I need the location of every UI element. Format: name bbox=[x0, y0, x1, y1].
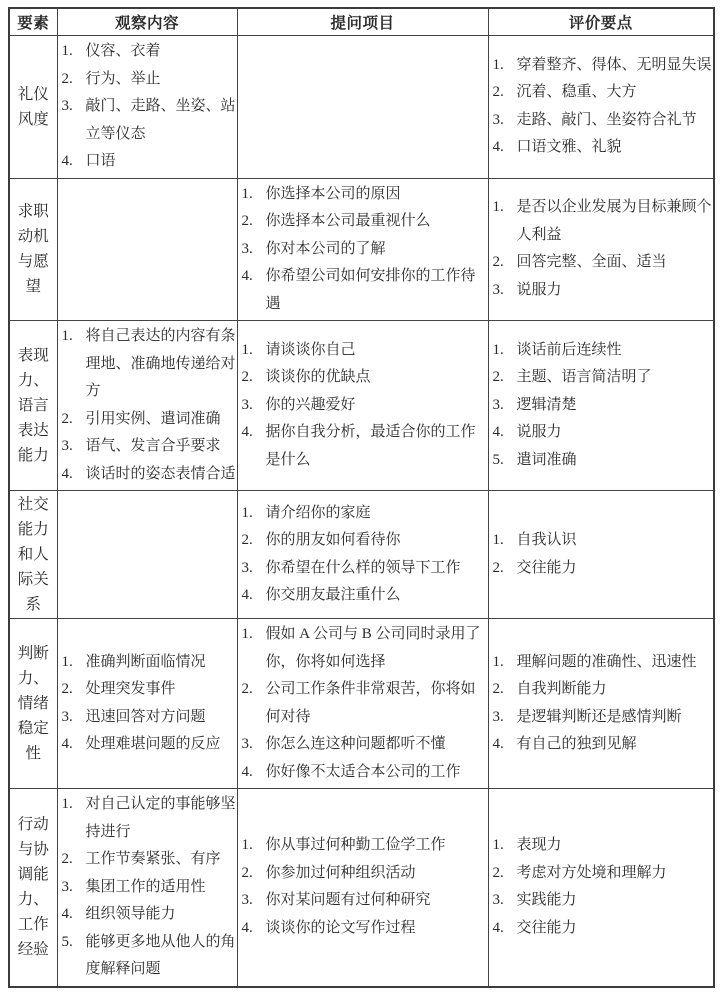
item-number: 4. bbox=[492, 139, 504, 156]
item-number: 1. bbox=[492, 653, 504, 670]
item-number: 2. bbox=[61, 70, 73, 87]
item-text: 行为、举止 bbox=[85, 70, 161, 87]
list-item bbox=[62, 38, 237, 66]
item-text: 考虑对方处境和理解力 bbox=[516, 864, 667, 881]
table-row bbox=[9, 178, 714, 321]
list-item bbox=[62, 874, 237, 902]
item-number: 4. bbox=[61, 153, 73, 169]
item-text: 将自己表达的内容有条理地、准确地传递给对方 bbox=[85, 328, 236, 399]
item-text: 谈谈你的优缺点 bbox=[265, 369, 371, 386]
element-cell: 求职动机与愿望 bbox=[9, 178, 57, 321]
list-item bbox=[242, 337, 488, 365]
item-text: 能够更多地从他人的角度解释问题 bbox=[85, 933, 236, 977]
list-item bbox=[493, 392, 714, 420]
list-item bbox=[493, 887, 714, 915]
element-cell: 表现力、语言表达能力 bbox=[9, 321, 57, 491]
item-text: 遣词准确 bbox=[516, 451, 577, 468]
item-text: 口语文雅、礼貌 bbox=[516, 139, 622, 156]
item-text: 谈话前后连续性 bbox=[516, 341, 622, 358]
list-item bbox=[242, 582, 488, 610]
questions-cell bbox=[237, 178, 488, 321]
list-item bbox=[493, 676, 714, 704]
item-number: 1. bbox=[61, 328, 73, 344]
item-text: 你从事过何种勤工俭学工作 bbox=[265, 837, 446, 854]
interview-evaluation-table bbox=[8, 7, 715, 988]
item-number: 3. bbox=[61, 708, 73, 725]
item-number: 4. bbox=[61, 736, 73, 752]
item-number: 1. bbox=[61, 653, 73, 670]
item-text: 你对本公司的了解 bbox=[265, 240, 386, 257]
observation-cell bbox=[57, 491, 237, 619]
list-item bbox=[62, 461, 237, 489]
item-number: 4. bbox=[492, 736, 504, 752]
item-text: 穿着整齐、得体、无明显失误 bbox=[516, 56, 712, 73]
item-number: 2. bbox=[61, 851, 73, 867]
item-text: 准确判断面临情况 bbox=[85, 653, 206, 670]
item-text: 引用实例、遣词准确 bbox=[85, 410, 221, 427]
questions-cell bbox=[237, 36, 488, 179]
item-number: 4. bbox=[492, 919, 504, 936]
item-text: 据你自我分析，最适合你的工作是什么 bbox=[265, 424, 476, 468]
list-item bbox=[242, 759, 488, 787]
list-item bbox=[493, 555, 714, 583]
list-item bbox=[242, 419, 488, 474]
questions-cell bbox=[237, 789, 488, 987]
item-text: 请介绍你的家庭 bbox=[265, 504, 371, 521]
list-item bbox=[242, 915, 488, 943]
list-item bbox=[62, 731, 237, 759]
item-number: 1. bbox=[241, 504, 253, 521]
item-text: 是否以企业发展为目标兼顾个人利益 bbox=[516, 199, 712, 243]
item-text: 你好像不太适合本公司的工作 bbox=[265, 763, 461, 780]
element-cell: 判断力、情绪稳定性 bbox=[9, 619, 57, 789]
list-item bbox=[493, 52, 714, 80]
item-text: 请谈谈你自己 bbox=[265, 341, 356, 358]
list-item bbox=[493, 79, 714, 107]
questions-cell bbox=[237, 619, 488, 789]
list-item bbox=[62, 93, 237, 148]
element-cell: 礼仪风度 bbox=[9, 36, 57, 179]
list-item bbox=[242, 887, 488, 915]
item-number: 1. bbox=[492, 341, 504, 358]
list-item bbox=[493, 249, 714, 277]
list-item bbox=[62, 929, 237, 984]
item-number: 3. bbox=[61, 438, 73, 454]
item-text: 敲门、走路、坐姿、站立等仪态 bbox=[85, 98, 236, 142]
item-number: 3. bbox=[492, 708, 504, 725]
item-text: 你的朋友如何看待你 bbox=[265, 532, 401, 548]
item-text: 你希望在什么样的领导下工作 bbox=[265, 559, 461, 576]
item-number: 5. bbox=[492, 451, 504, 468]
evaluation-cell bbox=[488, 491, 714, 619]
list-item bbox=[62, 649, 237, 677]
header-evaluation: 评价要点 bbox=[488, 8, 714, 36]
item-number: 1. bbox=[241, 341, 253, 358]
item-text: 理解问题的准确性、迅速性 bbox=[516, 653, 697, 670]
questions-cell bbox=[237, 491, 488, 619]
item-number: 3. bbox=[241, 396, 253, 413]
table-row bbox=[9, 619, 714, 789]
list-item bbox=[493, 364, 714, 392]
item-number: 1. bbox=[492, 837, 504, 854]
list-item bbox=[493, 134, 714, 162]
table-row bbox=[9, 789, 714, 987]
list-item bbox=[62, 323, 237, 406]
item-text: 说服力 bbox=[516, 424, 562, 441]
list-item bbox=[493, 447, 714, 475]
item-number: 2. bbox=[492, 864, 504, 881]
item-text: 谈话时的姿态表情合适 bbox=[85, 465, 236, 482]
item-number: 3. bbox=[492, 281, 504, 298]
table-row bbox=[9, 321, 714, 491]
list-item bbox=[62, 791, 237, 846]
observation-cell bbox=[57, 321, 237, 491]
item-text: 组织领导能力 bbox=[85, 906, 176, 922]
item-text: 假如 A 公司与 B 公司同时录用了你，你将如何选择 bbox=[265, 626, 481, 670]
item-number: 2. bbox=[492, 254, 504, 271]
item-number: 3. bbox=[492, 111, 504, 128]
observation-cell bbox=[57, 36, 237, 179]
item-text: 口语 bbox=[85, 153, 116, 169]
list-item bbox=[493, 915, 714, 943]
item-text: 公司工作条件非常艰苦，你将如何对待 bbox=[265, 681, 476, 725]
item-text: 表现力 bbox=[516, 837, 562, 854]
item-text: 谈谈你的论文写作过程 bbox=[265, 919, 416, 936]
item-number: 5. bbox=[61, 933, 73, 950]
item-text: 你的兴趣爱好 bbox=[265, 396, 356, 413]
item-text: 逻辑清楚 bbox=[516, 396, 577, 413]
item-text: 交往能力 bbox=[516, 919, 577, 936]
list-item bbox=[62, 406, 237, 434]
item-number: 2. bbox=[61, 410, 73, 427]
item-number: 3. bbox=[492, 396, 504, 413]
item-number: 1. bbox=[241, 626, 253, 642]
item-number: 2. bbox=[241, 369, 253, 386]
observation-cell bbox=[57, 619, 237, 789]
item-text: 处理难堪问题的反应 bbox=[85, 736, 221, 752]
list-item bbox=[242, 527, 488, 555]
item-number: 2. bbox=[492, 84, 504, 101]
list-item bbox=[242, 208, 488, 236]
table-row bbox=[9, 491, 714, 619]
item-text: 集团工作的适用性 bbox=[85, 878, 206, 895]
element-cell: 行动与协调能力、工作经验 bbox=[9, 789, 57, 987]
item-text: 是逻辑判断还是感情判断 bbox=[516, 708, 682, 725]
item-text: 有自己的独到见解 bbox=[516, 736, 637, 752]
list-item bbox=[242, 181, 488, 209]
list-item bbox=[62, 901, 237, 929]
item-text: 你怎么连这种问题都听不懂 bbox=[265, 736, 446, 752]
list-item bbox=[493, 731, 714, 759]
table-row bbox=[9, 36, 714, 179]
list-item bbox=[62, 66, 237, 94]
element-cell: 社交能力和人际关系 bbox=[9, 491, 57, 619]
item-text: 仪容、衣着 bbox=[85, 43, 161, 59]
list-item bbox=[242, 621, 488, 676]
item-text: 迅速回答对方问题 bbox=[85, 708, 206, 725]
observation-cell bbox=[57, 789, 237, 987]
item-text: 你选择本公司的原因 bbox=[265, 185, 401, 202]
evaluation-cell bbox=[488, 619, 714, 789]
list-item bbox=[242, 236, 488, 264]
item-number: 3. bbox=[241, 559, 253, 576]
list-item bbox=[242, 500, 488, 528]
item-number: 4. bbox=[241, 587, 253, 603]
item-number: 1. bbox=[492, 56, 504, 73]
item-number: 3. bbox=[61, 98, 73, 114]
item-number: 2. bbox=[241, 532, 253, 548]
item-number: 4. bbox=[61, 465, 73, 482]
list-item bbox=[493, 704, 714, 732]
item-number: 3. bbox=[241, 892, 253, 909]
item-number: 4. bbox=[61, 906, 73, 922]
item-number: 4. bbox=[241, 919, 253, 936]
questions-cell bbox=[237, 321, 488, 491]
item-number: 4. bbox=[241, 268, 253, 284]
list-item bbox=[493, 337, 714, 365]
list-item bbox=[242, 676, 488, 731]
header-questions: 提问项目 bbox=[237, 8, 488, 36]
list-item bbox=[242, 263, 488, 318]
list-item bbox=[493, 277, 714, 305]
item-text: 你参加过何种组织活动 bbox=[265, 864, 416, 881]
item-text: 实践能力 bbox=[516, 892, 577, 909]
header-element: 要素 bbox=[9, 8, 57, 36]
item-number: 2. bbox=[492, 369, 504, 386]
header-row bbox=[9, 8, 714, 36]
item-text: 你对某问题有过何种研究 bbox=[265, 892, 431, 909]
item-number: 2. bbox=[61, 681, 73, 697]
list-item bbox=[242, 731, 488, 759]
list-item bbox=[62, 704, 237, 732]
item-number: 2. bbox=[241, 681, 253, 697]
evaluation-cell bbox=[488, 789, 714, 987]
item-number: 1. bbox=[492, 532, 504, 548]
list-item bbox=[62, 148, 237, 176]
evaluation-cell bbox=[488, 321, 714, 491]
list-item bbox=[493, 860, 714, 888]
item-number: 1. bbox=[492, 199, 504, 216]
list-item bbox=[242, 392, 488, 420]
list-item bbox=[242, 555, 488, 583]
item-number: 1. bbox=[241, 837, 253, 854]
item-number: 3. bbox=[492, 892, 504, 909]
item-number: 1. bbox=[241, 185, 253, 202]
list-item bbox=[242, 364, 488, 392]
item-number: 2. bbox=[241, 864, 253, 881]
list-item bbox=[493, 107, 714, 135]
item-text: 你交朋友最注重什么 bbox=[265, 587, 401, 603]
item-text: 交往能力 bbox=[516, 559, 577, 576]
item-text: 说服力 bbox=[516, 281, 562, 298]
list-item bbox=[62, 433, 237, 461]
item-number: 2. bbox=[492, 559, 504, 576]
observation-cell bbox=[57, 178, 237, 321]
evaluation-cell bbox=[488, 36, 714, 179]
item-number: 3. bbox=[241, 240, 253, 257]
item-number: 4. bbox=[241, 424, 253, 441]
item-number: 1. bbox=[61, 43, 73, 59]
list-item bbox=[493, 649, 714, 677]
item-text: 主题、语言简洁明了 bbox=[516, 369, 652, 386]
list-item bbox=[242, 860, 488, 888]
list-item bbox=[62, 846, 237, 874]
item-text: 工作节奏紧张、有序 bbox=[85, 851, 221, 867]
item-number: 4. bbox=[241, 763, 253, 780]
item-text: 你希望公司如何安排你的工作待遇 bbox=[265, 268, 476, 312]
item-number: 4. bbox=[492, 424, 504, 441]
item-text: 你选择本公司最重视什么 bbox=[265, 213, 431, 229]
item-text: 回答完整、全面、适当 bbox=[516, 254, 667, 271]
item-number: 3. bbox=[241, 736, 253, 752]
item-number: 2. bbox=[241, 213, 253, 229]
item-text: 语气、发言合乎要求 bbox=[85, 438, 221, 454]
list-item bbox=[62, 676, 237, 704]
list-item bbox=[493, 194, 714, 249]
item-text: 自我认识 bbox=[516, 532, 577, 548]
list-item bbox=[493, 419, 714, 447]
item-text: 走路、敲门、坐姿符合礼节 bbox=[516, 111, 697, 128]
item-text: 自我判断能力 bbox=[516, 681, 607, 697]
list-item bbox=[242, 832, 488, 860]
item-text: 沉着、稳重、大方 bbox=[516, 84, 637, 101]
item-number: 3. bbox=[61, 878, 73, 895]
item-text: 处理突发事件 bbox=[85, 681, 176, 697]
item-text: 对自己认定的事能够坚持进行 bbox=[85, 796, 236, 840]
header-observation: 观察内容 bbox=[57, 8, 237, 36]
list-item bbox=[493, 527, 714, 555]
evaluation-cell bbox=[488, 178, 714, 321]
item-number: 1. bbox=[61, 796, 73, 812]
item-number: 2. bbox=[492, 681, 504, 697]
list-item bbox=[493, 832, 714, 860]
